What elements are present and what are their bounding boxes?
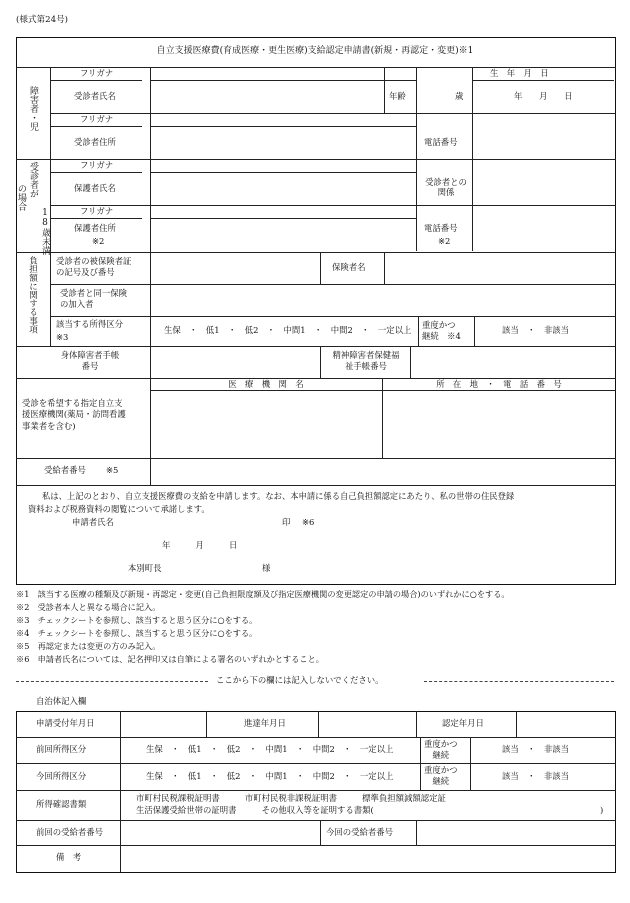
- patient-address-input[interactable]: [151, 127, 415, 159]
- physical-handbook-input[interactable]: [151, 347, 319, 377]
- burden-section-label: 負担額に関する事項: [27, 256, 38, 334]
- separator-text: ここから下の欄には記入しないでください。: [216, 675, 384, 685]
- prev-severe-label: 重度かつ 継続: [424, 739, 458, 760]
- curr-income-options[interactable]: 生保 ・ 低1 ・ 低2 ・ 中間1 ・ 中間2 ・ 一定以上: [146, 771, 394, 781]
- seal-mark: 印: [282, 517, 291, 527]
- seal-note: ※6: [302, 517, 315, 527]
- applicant-name-label: 申請者氏名: [72, 517, 114, 527]
- prev-recipient-label: 前回の受給者番号: [36, 827, 103, 837]
- birth-date-value: 年 月 日: [514, 91, 573, 101]
- note-4: ※4 チェックシートを参照し、該当すると思う区分に○をする。: [16, 628, 258, 638]
- note-5: ※5 再認定または変更の方のみ記入。: [16, 641, 161, 651]
- insurance-number-input[interactable]: [151, 253, 319, 283]
- prev-income-label: 前回所得区分: [36, 744, 87, 754]
- form-number: (様式第24号): [16, 15, 69, 25]
- patient-age-input[interactable]: [417, 68, 453, 113]
- patient-age-unit: 歳: [455, 91, 464, 101]
- guardian-phone-note: ※2: [438, 236, 451, 246]
- guardian-phone-label: 電話番号: [424, 223, 458, 233]
- declaration-text-line1: 私は、上記のとおり、自立支援医療費の支給を申請します。なお、本申請に係る自己負担額認定にあたり、私の世帯の住民登録: [42, 491, 515, 501]
- prev-severe-options[interactable]: 該当 ・ 非該当: [502, 744, 569, 754]
- office-heading: 自治体記入欄: [36, 696, 87, 706]
- guardian-phone-input[interactable]: [473, 206, 613, 251]
- addressee-label: 本別町長: [128, 563, 162, 573]
- patient-section-label: 障害者・児: [28, 86, 38, 131]
- guardian-address-note: ※2: [92, 236, 105, 246]
- severe-continuous-label: 重度かつ 継続 ※4: [422, 320, 461, 341]
- institution-address-input[interactable]: [383, 391, 613, 457]
- patient-age-label: 年齢: [389, 91, 406, 101]
- separator-line-right: [424, 681, 614, 682]
- separator-line-left: [16, 681, 208, 682]
- birth-date-label: 生 年 月 日: [490, 68, 549, 78]
- income-category-options[interactable]: 生保 ・ 低1 ・ 低2 ・ 中間1 ・ 中間2 ・ 一定以上: [164, 325, 412, 335]
- guardian-name-input[interactable]: [151, 173, 415, 205]
- received-date-label: 申請受付年月日: [36, 718, 95, 728]
- form-title: 自立支援医療費(育成医療・更生医療)支給認定申請書(新規・再認定・変更)※1: [156, 46, 474, 56]
- note-1: ※1 該当する医療の種類及び新規・再認定・変更(自己負担限度額及び指定医療機関の変更認定の申請の場合)のいずれかに○をする。: [16, 589, 510, 599]
- income-document-options-1[interactable]: 市町村民税課税証明書 市町村民税非課税証明書 標準負担額減額認定証: [136, 793, 446, 803]
- curr-recipient-input[interactable]: [417, 821, 613, 844]
- income-category-label: 該当する所得区分: [56, 319, 123, 329]
- insurance-number-label: 受診者の被保険者証 の記号及び番号: [56, 256, 132, 277]
- guardian-section-label: 受診者が: [28, 162, 38, 198]
- institution-address-header: 所 在 地 ・ 電 話 番 号: [436, 379, 562, 389]
- note-6: ※6 申請者氏名については、記名押印又は自筆による署名のいずれかとすること。: [16, 654, 324, 664]
- guardian-section-label-3: 18歳未満: [40, 208, 50, 255]
- patient-furigana-input[interactable]: [151, 68, 383, 80]
- patient-phone-input[interactable]: [473, 114, 613, 159]
- institution-label: 受診を希望する指定自立支 援医療機関(薬局・訪問看護 事業者を含む): [22, 398, 126, 431]
- insurer-name-label: 保険者名: [332, 262, 366, 272]
- remarks-input[interactable]: [121, 846, 613, 870]
- guardian-address-label: 保護者住所: [74, 223, 116, 233]
- patient-address-furigana-label: フリガナ: [80, 114, 114, 124]
- income-document-options-2[interactable]: 生活保護受給世帯の証明書 その他収入等を証明する書類(: [136, 805, 374, 815]
- application-date[interactable]: 年 月 日: [162, 540, 238, 550]
- same-insurance-input[interactable]: [151, 285, 613, 315]
- applicant-name-input[interactable]: [126, 515, 276, 529]
- guardian-name-label: 保護者氏名: [74, 183, 116, 193]
- remarks-label: 備 考: [56, 852, 82, 862]
- patient-furigana-label: フリガナ: [80, 68, 114, 78]
- note-2: ※2 受診者本人と異なる場合に記入。: [16, 602, 161, 612]
- patient-phone-label: 電話番号: [424, 137, 458, 147]
- patient-name-input[interactable]: [151, 81, 383, 113]
- addressee-honorific: 様: [262, 563, 271, 573]
- guardian-relation-label: 受診者との関係: [425, 177, 467, 197]
- note-3: ※3 チェックシートを参照し、該当すると思う区分に○をする。: [16, 615, 258, 625]
- patient-address-label: 受診者住所: [74, 137, 116, 147]
- prev-income-options[interactable]: 生保 ・ 低1 ・ 低2 ・ 中間1 ・ 中間2 ・ 一定以上: [146, 744, 394, 754]
- institution-name-input[interactable]: [151, 391, 381, 457]
- institution-name-header: 医 療 機 関 名: [228, 379, 304, 389]
- curr-severe-options[interactable]: 該当 ・ 非該当: [502, 771, 569, 781]
- guardian-section-label-2: の場合: [16, 184, 26, 211]
- physical-handbook-label: 身体障害者手帳 番号: [60, 350, 120, 371]
- income-category-note: ※3: [56, 332, 69, 342]
- mental-handbook-input[interactable]: [411, 347, 613, 377]
- recipient-number-input[interactable]: [151, 459, 613, 484]
- declaration-text-line2: 資料および税務資料の閲覧について承諾します。: [28, 504, 210, 514]
- guardian-furigana-label: フリガナ: [80, 160, 114, 170]
- approved-date-label: 認定年月日: [442, 718, 484, 728]
- curr-income-label: 今回所得区分: [36, 771, 87, 781]
- income-document-label: 所得確認書類: [36, 799, 87, 809]
- patient-name-label: 受診者氏名: [74, 91, 116, 101]
- guardian-address-input[interactable]: [151, 219, 415, 251]
- income-document-close: ): [600, 805, 604, 815]
- guardian-relation-input[interactable]: [473, 160, 613, 205]
- guardian-address-furigana-label: フリガナ: [80, 206, 114, 216]
- curr-recipient-label: 今回の受給者番号: [326, 827, 393, 837]
- sent-date-label: 進達年月日: [244, 718, 286, 728]
- recipient-number-label: 受給者番号: [44, 465, 86, 475]
- curr-severe-label: 重度かつ 継続: [424, 765, 458, 786]
- mental-handbook-label: 精神障害者保健福 祉手帳番号: [332, 350, 400, 371]
- severe-continuous-options[interactable]: 該当 ・ 非該当: [502, 325, 569, 335]
- same-insurance-label: 受診者と同一保険 の加入者: [60, 288, 127, 309]
- prev-recipient-input[interactable]: [121, 821, 319, 844]
- insurer-name-input[interactable]: [385, 253, 613, 283]
- recipient-number-note: ※5: [106, 465, 119, 475]
